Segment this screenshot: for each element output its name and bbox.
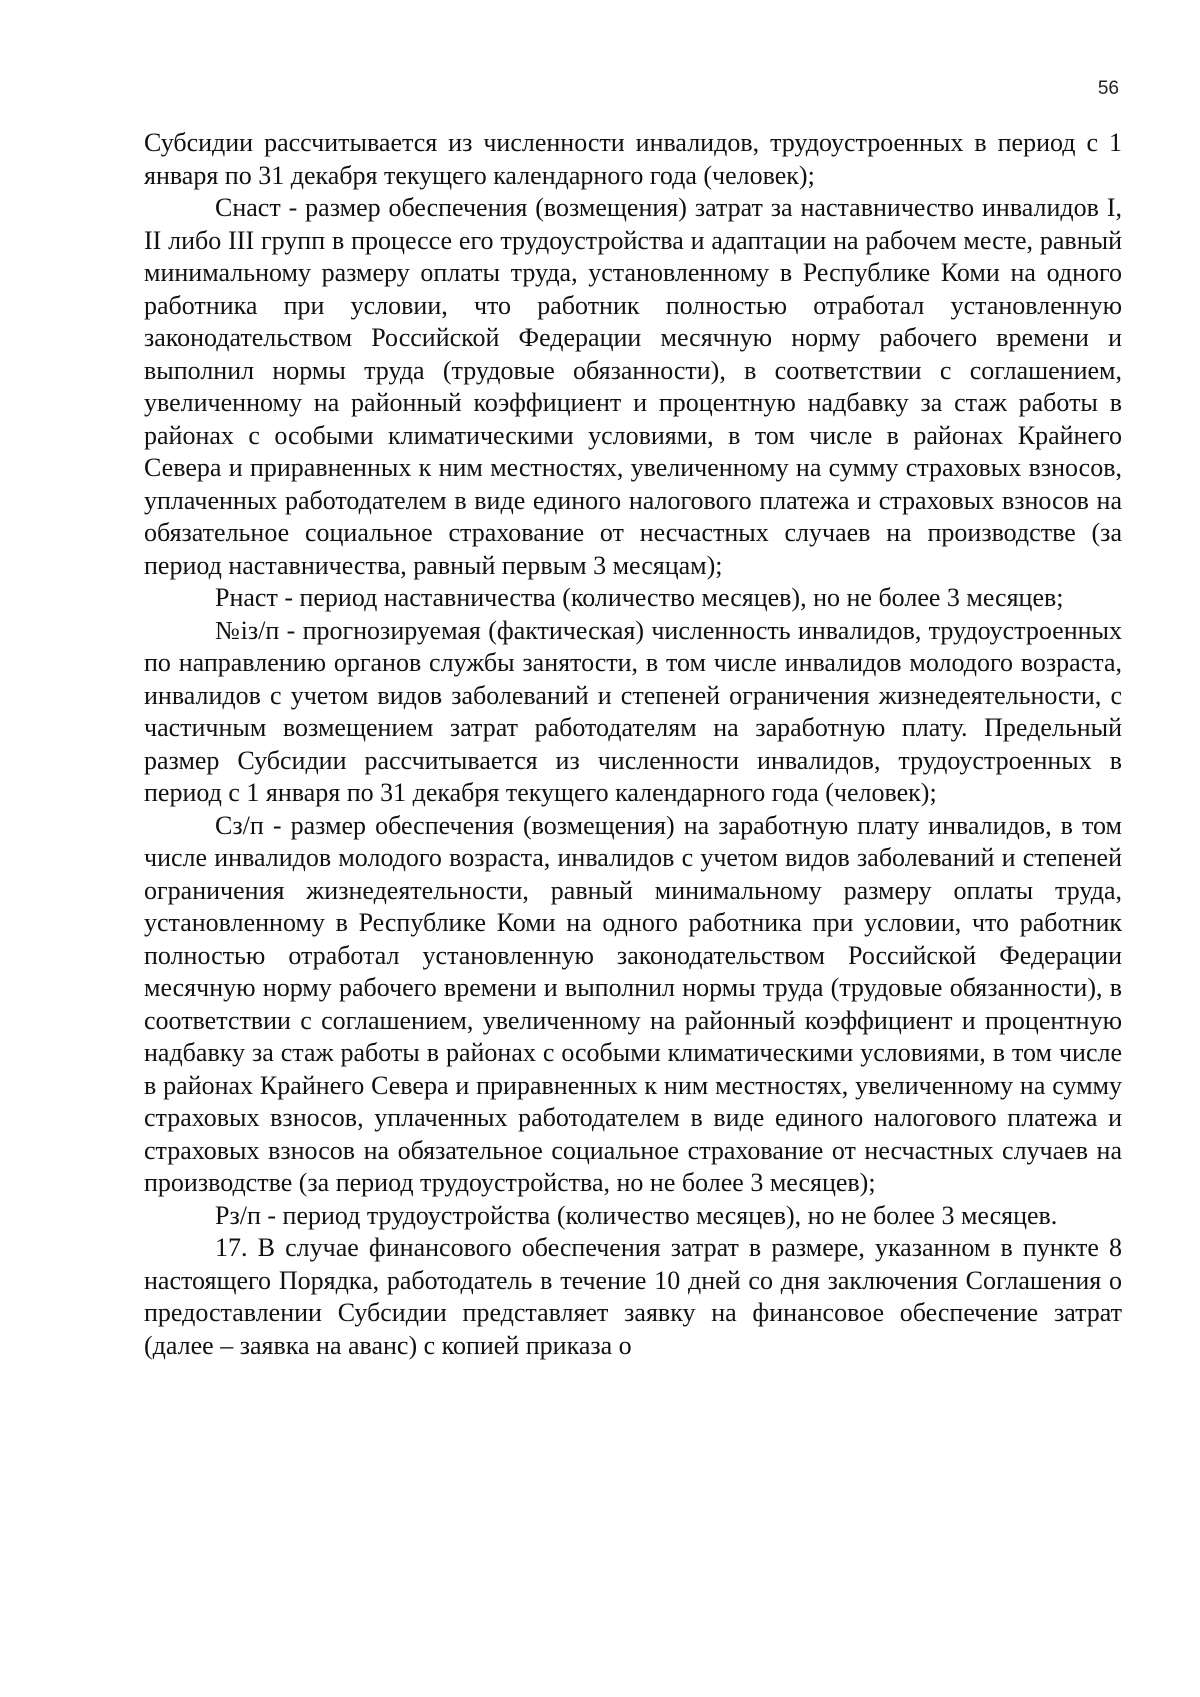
- page-number: 56: [1097, 78, 1119, 99]
- paragraph-sz-p-definition: Сз/п - размер обеспечения (возмещения) на заработную плату инвалидов, в том числе инвалидов молодого возраста, инвалидов с учетом видов заболеваний и степеней ограничения жизнедеятельности, равный минимальному размеру оплаты труда, установленному в Республике Коми на одного работника при условии, что работник полностью отработал установленную законодательством Российской Федерации месячную норму рабочего времени и выполнил нормы труда (трудовые обязанности), в соответствии с соглашением, увеличенному на районный коэффициент и процентную надбавку за стаж работы в районах с особыми климатическими условиями, в том числе в районах Крайнего Севера и приравненных к ним местностях, увеличенному на сумму страховых взносов, уплаченных работодателем в виде единого налогового платежа и страховых взносов на обязательное социальное страхование от несчастных случаев на производстве (за период трудоустройства, но не более 3 месяцев);: [144, 810, 1122, 1197]
- paragraph-rnast-definition: Рнаст - период наставничества (количество месяцев), но не более 3 месяцев;: [215, 583, 1064, 612]
- paragraph-snast-definition: Снаст - размер обеспечения (возмещения) затрат за наставничество инвалидов I, II либо III групп в процессе его трудоустройства и адаптации на рабочем месте, равный минимальному размеру оплаты труда, установленному в Республике Коми на одного работника при условии, что работник полностью отработал установленную законодательством Российской Федерации месячную норму рабочего времени и выполнил нормы труда (трудовые обязанности), в соответствии с соглашением, увеличенному на районный коэффициент и процентную надбавку за стаж работы в районах с особыми климатическими условиями, в том числе в районах Крайнего Севера и приравненных к ним местностях, увеличенному на сумму страховых взносов, уплаченных работодателем в виде единого налогового платежа и страховых взносов на обязательное социальное страхование от несчастных случаев на производстве (за период наставничества, равный первым 3 месяцам);: [144, 193, 1122, 580]
- paragraph-item-17: 17. В случае финансового обеспечения затрат в размере, указанном в пункте 8 настоящего Порядка, работодатель в течение 10 дней со дня заключения Соглашения о предоставлении Субсидии представляет заявку на финансовое обеспечение затрат (далее – заявка на аванс) с копией приказа о: [144, 1233, 1122, 1360]
- paragraph-subsidy-continuation: Субсидии рассчитывается из численности инвалидов, трудоустроенных в период с 1 января по 31 декабря текущего календарного года (человек);: [144, 128, 1122, 190]
- paragraph-rz-p-definition: Рз/п - период трудоустройства (количество месяцев), но не более 3 месяцев.: [215, 1200, 1058, 1230]
- document-body: [144, 127, 1122, 1362]
- paragraph-niz-p-definition: №iз/п - прогнозируемая (фактическая) численность инвалидов, трудоустроенных по направлению органов службы занятости, в том числе инвалидов молодого возраста, инвалидов с учетом видов заболеваний и степеней ограничения жизнедеятельности, с частичным возмещением затрат работодателям на заработную плату. Предельный размер Субсидии рассчитывается из численности инвалидов, трудоустроенных в период с 1 января по 31 декабря текущего календарного года (человек);: [144, 615, 1122, 807]
